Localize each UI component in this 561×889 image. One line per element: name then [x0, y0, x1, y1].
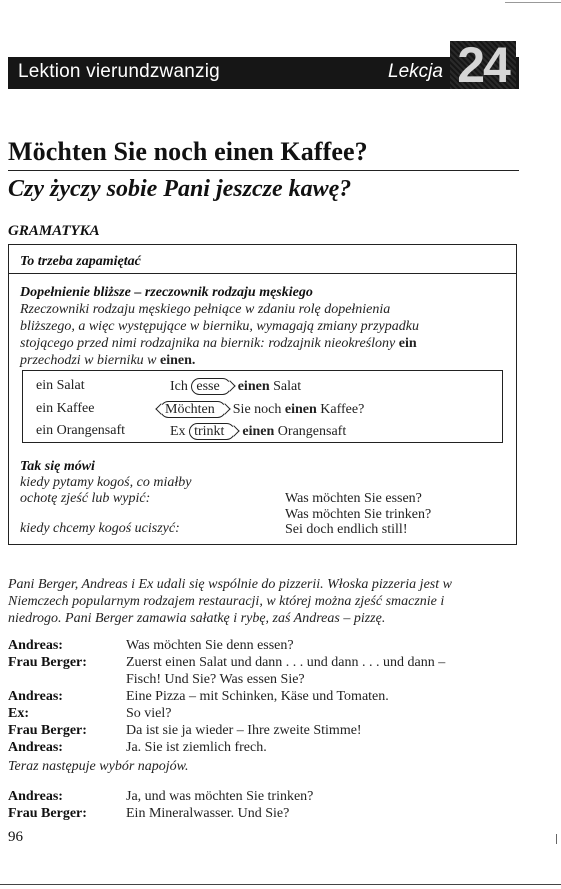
dialogue-text: Ja. Sie ist ziemlich frech. — [126, 740, 267, 755]
title-divider — [8, 170, 519, 171]
bottom-edge-rule — [0, 884, 561, 885]
top-edge-rule — [505, 2, 561, 3]
dialogue-speaker: Frau Berger: — [8, 655, 87, 670]
grammar-box-heading: To trzeba zapamiętać — [20, 254, 141, 269]
dialogue-speaker: Ex: — [8, 706, 29, 721]
circled-verb: trinkt — [189, 423, 235, 440]
phrase-context: kiedy pytamy kogoś, co miałby — [20, 475, 192, 490]
dialogue-text: Ja, und was möchten Sie trinken? — [126, 789, 314, 804]
dialogue-text: Zuerst einen Salat und dann . . . und dann . . . und dann – — [126, 655, 446, 670]
dialogue-text: Da ist sie ja wieder – Ihre zweite Stimme! — [126, 723, 362, 738]
example-noun: ein Orangensaft — [36, 423, 126, 438]
page-title-de: Möchten Sie noch einen Kaffee? — [8, 137, 368, 166]
phrase-answer: Sei doch endlich still! — [285, 522, 408, 537]
example-sentence: Ex trinkt einen Orangensaft — [170, 424, 347, 439]
bold-ein: ein — [398, 336, 417, 351]
phrase-context: kiedy chcemy kogoś uciszyć: — [20, 521, 180, 536]
grammar-paragraph-line: przechodzi w bierniku w einen. — [20, 353, 196, 368]
phrases-heading: Tak się mówi — [20, 459, 95, 474]
dialogue-text: Fisch! Und Sie? Was essen Sie? — [126, 672, 305, 687]
intro-line: Niemczech popularnym rodzajem restauracji, w której można zjeść smacznie i — [8, 594, 445, 609]
dialogue-text: Eine Pizza – mit Schinken, Käse und Tomaten. — [126, 689, 389, 704]
dialogue-speaker: Andreas: — [8, 689, 63, 704]
bold-einen: einen. — [160, 353, 196, 368]
grammar-paragraph-line: stojącego przed nimi rodzajnika na biernik: rodzajnik nieokreślony ein — [20, 336, 417, 351]
example-sentence: Möchten Sie noch einen Kaffee? — [160, 401, 364, 418]
phrase-answer: Was möchten Sie essen? — [285, 491, 422, 506]
dialogue-speaker: Frau Berger: — [8, 723, 87, 738]
phrase-answer: Was möchten Sie trinken? — [285, 507, 432, 522]
intro-line: niedrogo. Pani Berger zamawia sałatkę i rybę, zaś Andreas – pizzę. — [8, 611, 386, 626]
grammar-box-heading-rule — [8, 273, 517, 274]
grammar-subheading: Dopełnienie bliższe – rzeczownik rodzaju męskiego — [20, 285, 313, 300]
phrase-context: ochotę zjeść lub wypić: — [20, 491, 151, 506]
lesson-title-de: Lektion vierundzwanzig — [18, 61, 220, 82]
grammar-paragraph-line: bliższego, a więc występujące w bierniku, wymagają zmiany przypadku — [20, 319, 419, 334]
example-noun: ein Salat — [36, 378, 85, 393]
example-noun: ein Kaffee — [36, 401, 95, 416]
circled-verb: Möchten — [160, 401, 226, 418]
page-number: 96 — [8, 829, 23, 845]
lesson-title-pl: Lekcja — [388, 61, 443, 82]
example-sentence: Ich esse einen Salat — [170, 379, 302, 394]
page-title-pl: Czy życzy sobie Pani jeszcze kawę? — [8, 176, 352, 202]
intro-line: Pani Berger, Andreas i Ex udali się wspólnie do pizzerii. Włoska pizzeria jest w — [8, 577, 452, 592]
dialogue-speaker: Andreas: — [8, 740, 63, 755]
edge-mark — [556, 834, 557, 844]
dialogue-speaker: Andreas: — [8, 638, 63, 653]
dialogue-text: So viel? — [126, 706, 172, 721]
dialogue-speaker: Andreas: — [8, 789, 63, 804]
dialogue-text: Was möchten Sie denn essen? — [126, 638, 294, 653]
narration-note: Teraz następuje wybór napojów. — [8, 759, 189, 774]
lesson-banner — [8, 37, 519, 93]
grammar-paragraph-line: Rzeczowniki rodzaju męskiego pełniące w zdaniu rolę dopełnienia — [20, 302, 391, 317]
circled-verb: esse — [191, 378, 230, 395]
lesson-number: 24 — [450, 41, 516, 89]
dialogue-text: Ein Mineralwasser. Und Sie? — [126, 806, 290, 821]
section-label: GRAMATYKA — [8, 223, 100, 239]
dialogue-speaker: Frau Berger: — [8, 806, 87, 821]
